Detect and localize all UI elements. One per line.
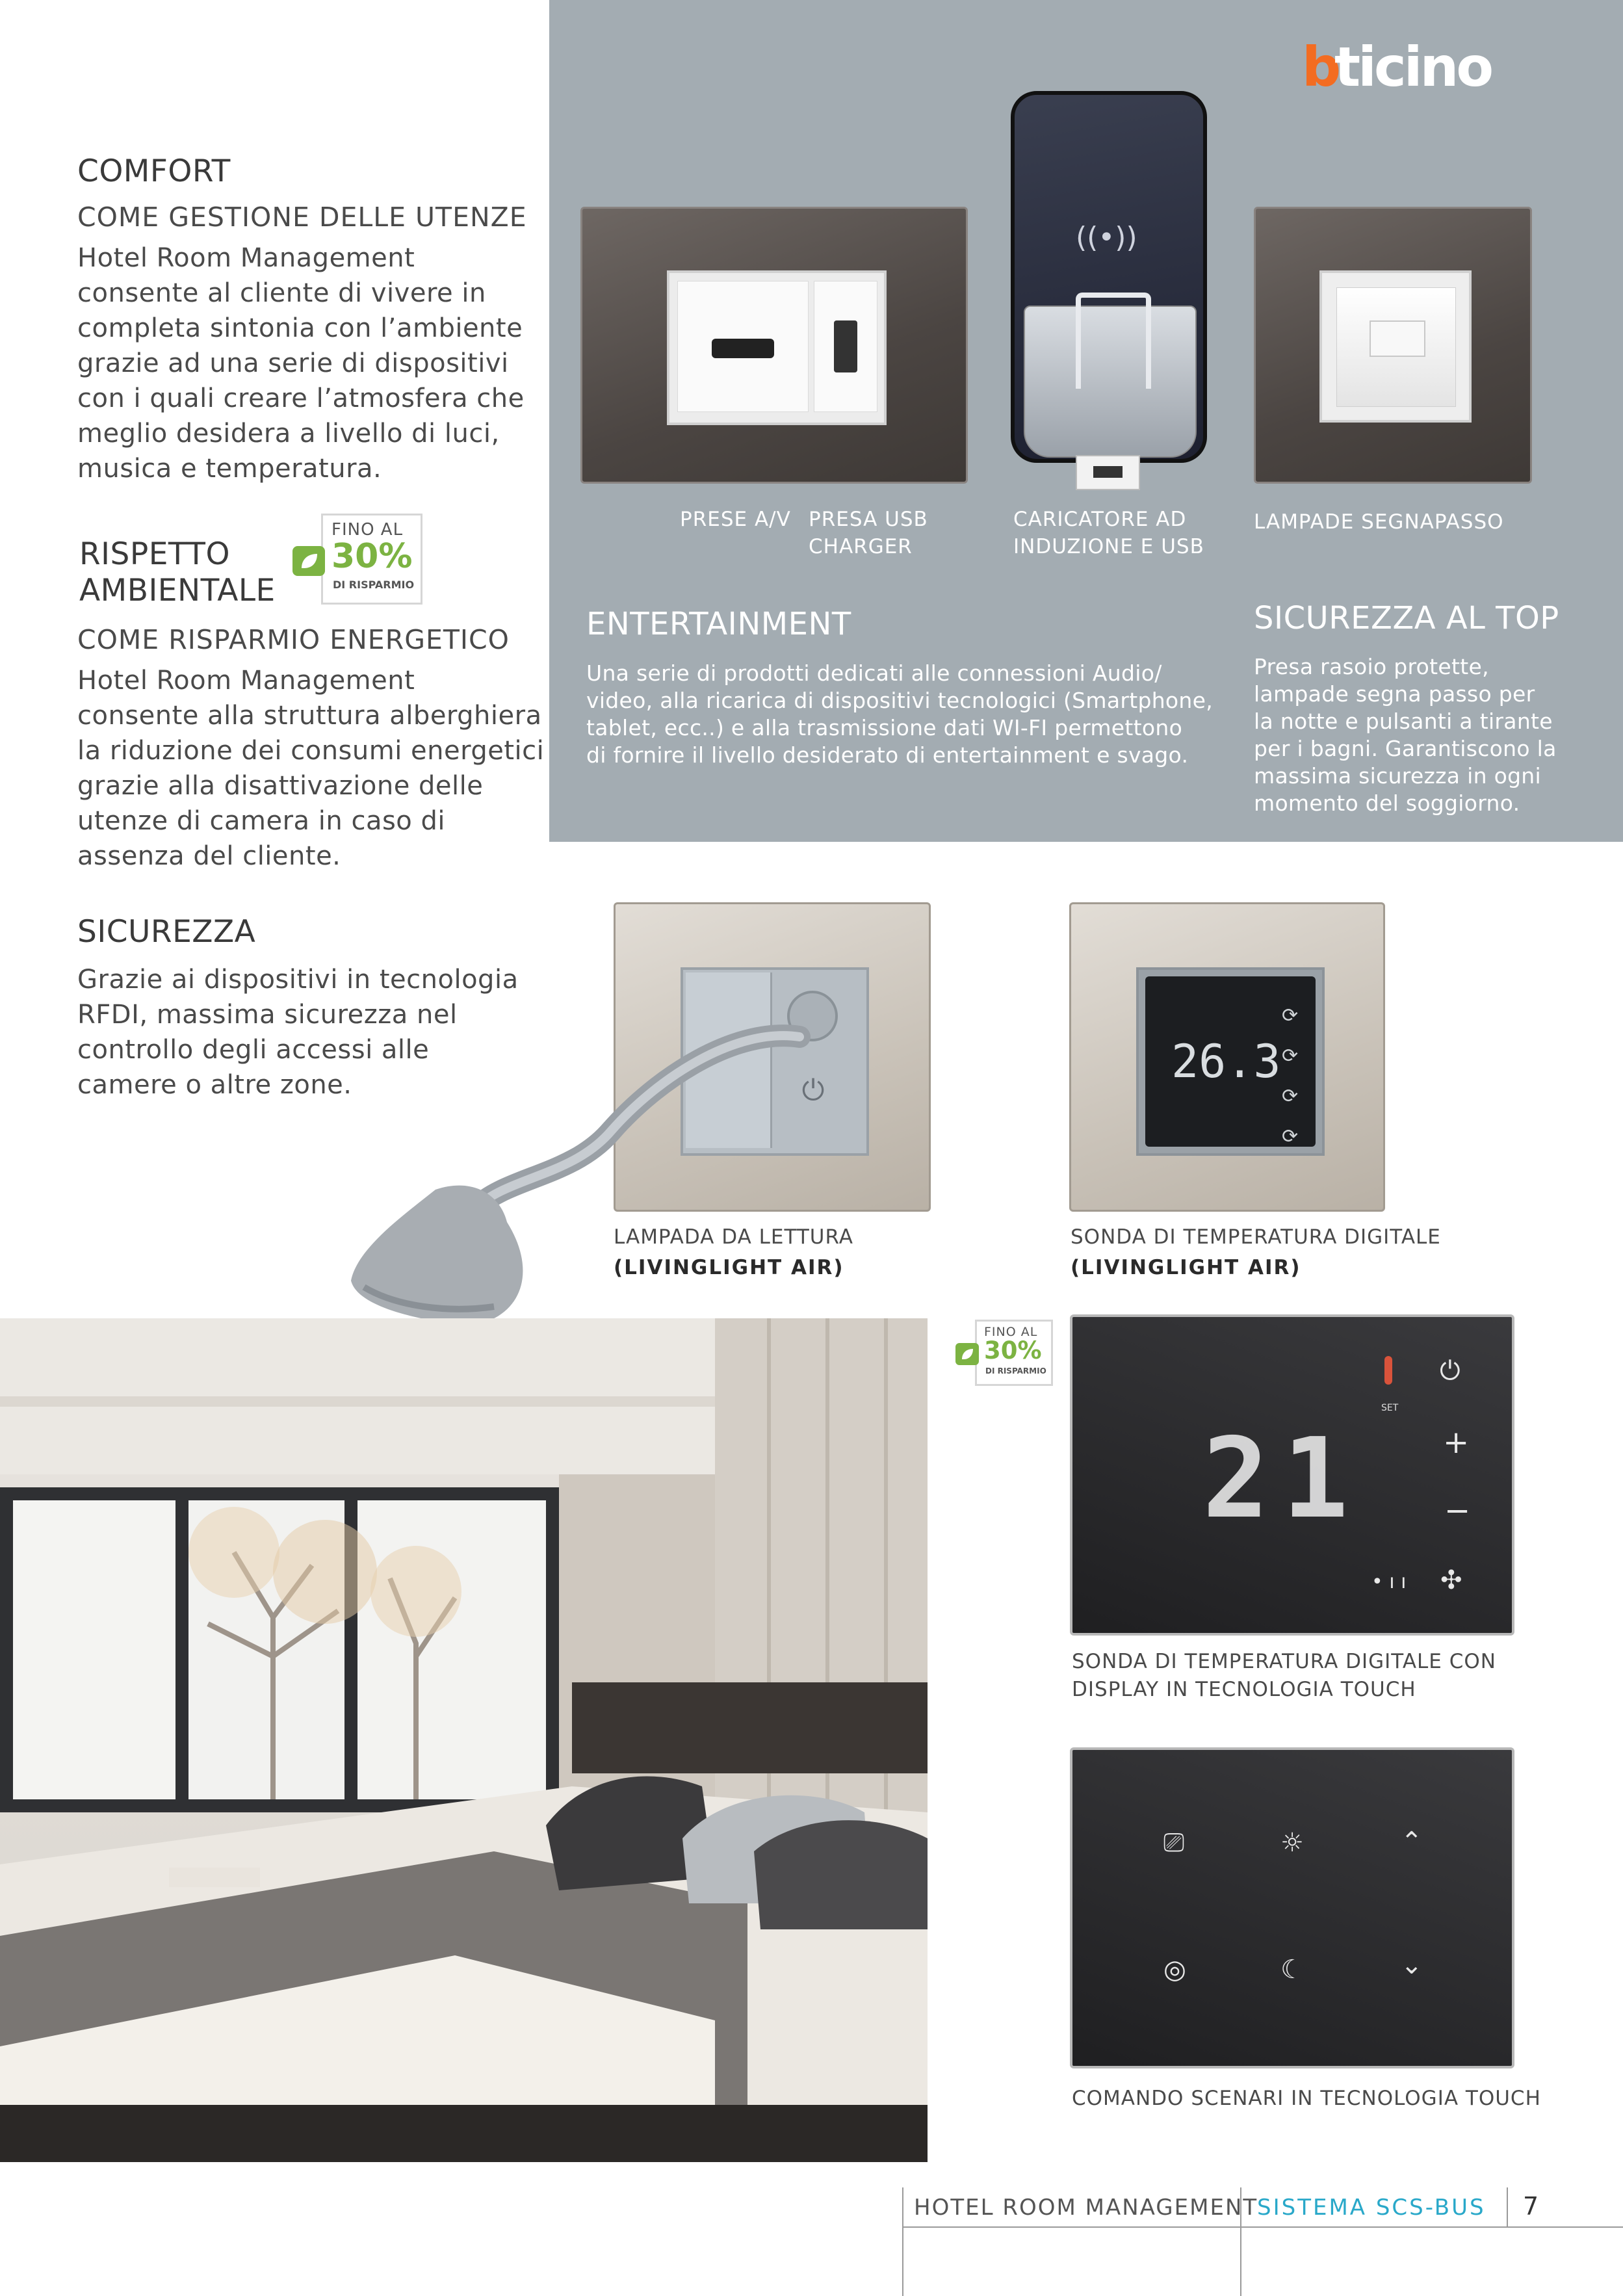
caption-sonda xyxy=(1071,1222,1441,1283)
caption-presa-usb xyxy=(809,506,928,560)
prese-av-usb-plate xyxy=(580,207,968,484)
thermostat-display: 21 xyxy=(1202,1415,1362,1543)
caption-sonda-line1: SONDA DI TEMPERATURA DIGITALE xyxy=(1071,1225,1441,1249)
sicurezza-top-line: massima sicurezza in ogni xyxy=(1254,763,1541,789)
badge-value: 30% xyxy=(331,537,413,576)
lampade-segnapasso-plate xyxy=(1254,207,1532,484)
footer-divider xyxy=(903,2226,1623,2228)
moon-icon[interactable]: ☾ xyxy=(1280,1955,1304,1985)
touch-thermostat-panel xyxy=(1070,1314,1514,1636)
rispetto-line: la riduzione dei consumi energetici xyxy=(77,736,545,766)
comfort-line: consente al cliente di vivere in xyxy=(77,278,486,308)
caption-presa-usb-line1: PRESA USB xyxy=(809,508,928,531)
tv-icon[interactable]: ⎚ xyxy=(1163,1828,1184,1858)
comfort-title: COMFORT xyxy=(77,153,231,189)
target-icon[interactable]: ◎ xyxy=(1163,1955,1186,1985)
entertainment-line: di fornire il livello desiderato di entertainment e svago. xyxy=(586,742,1189,768)
sicurezza-line: Grazie ai dispositivi in tecnologia xyxy=(77,965,519,995)
comfort-line: grazie ad una serie di dispositivi xyxy=(77,348,509,378)
sicurezza-top-text xyxy=(1254,653,1557,817)
comfort-line: completa sintonia con l’ambiente xyxy=(77,313,523,343)
bticino-logo xyxy=(1302,43,1516,95)
entertainment-line: Una serie di prodotti dedicati alle connessioni Audio/ xyxy=(586,660,1162,686)
sicurezza-line: RFDI, massima sicurezza nel xyxy=(77,1000,458,1030)
sicurezza-top-line: per i bagni. Garantiscono la xyxy=(1254,736,1557,761)
sicurezza-line: controllo degli accessi alle xyxy=(77,1035,430,1065)
rispetto-text xyxy=(77,663,544,874)
footer-vline-3 xyxy=(1507,2187,1508,2228)
sicurezza-top-line: lampade segna passo per xyxy=(1254,681,1535,707)
page-number: 7 xyxy=(1523,2192,1539,2221)
rispetto-line: assenza del cliente. xyxy=(77,841,341,871)
reading-lamp-gooseneck xyxy=(344,1001,864,1352)
caption-caricatore-line1: CARICATORE AD xyxy=(1013,508,1187,531)
entertainment-line: tablet, ecc..) e alla trasmissione dati WI-FI permettono xyxy=(586,715,1183,740)
savings-badge xyxy=(292,514,426,605)
comfort-subtitle: COME GESTIONE DELLE UTENZE xyxy=(77,202,527,233)
rispetto-line: grazie alla disattivazione delle xyxy=(77,771,484,801)
comfort-line: con i quali creare l’atmosfera che xyxy=(77,384,525,413)
comfort-line: musica e temperatura. xyxy=(77,454,382,484)
entertainment-title: ENTERTAINMENT xyxy=(586,606,851,642)
set-label: SET xyxy=(1381,1403,1399,1413)
rispetto-title-line1: RISPETTO xyxy=(79,536,230,572)
rispetto-line: consente alla struttura alberghiera xyxy=(77,701,542,731)
hdmi-socket xyxy=(677,281,809,412)
footer-vline-1 xyxy=(902,2187,903,2296)
usb-socket xyxy=(814,281,877,412)
caption-sonda-touch xyxy=(1072,1648,1496,1704)
rispetto-subtitle: COME RISPARMIO ENERGETICO xyxy=(77,624,510,655)
comfort-line: Hotel Room Management xyxy=(77,243,415,273)
chevron-up-icon[interactable]: ⌃ xyxy=(1401,1827,1423,1857)
sicurezza-top-title: SICUREZZA AL TOP xyxy=(1254,600,1559,636)
induction-charger xyxy=(1011,91,1207,455)
entertainment-text xyxy=(586,660,1213,769)
sonda-temperatura-plate xyxy=(1069,902,1385,1212)
savings-badge-small xyxy=(955,1320,1053,1385)
caption-lampada xyxy=(614,1222,853,1283)
plus-icon[interactable]: + xyxy=(1443,1424,1470,1461)
badge-bottom: DI RISPARMIO xyxy=(333,579,415,591)
footer-right-text: SISTEMA SCS-BUS xyxy=(1257,2195,1486,2221)
badge-value: 30% xyxy=(984,1337,1042,1364)
footer-left-text: HOTEL ROOM MANAGEMENT xyxy=(914,2195,1258,2221)
caption-sonda-touch-line1: SONDA DI TEMPERATURA DIGITALE CON xyxy=(1072,1650,1496,1673)
leaf-icon xyxy=(292,546,325,576)
sicurezza-top-line: Presa rasoio protette, xyxy=(1254,654,1489,679)
comfort-text xyxy=(77,241,525,486)
sicurezza-top-line: momento del soggiorno. xyxy=(1254,790,1520,816)
rispetto-title-line2: AMBIENTALE xyxy=(79,573,276,608)
power-icon: ⏻ xyxy=(801,1074,825,1107)
caption-lampada-line1: LAMPADA DA LETTURA xyxy=(614,1225,853,1249)
fan-speed-icon[interactable]: • ı ı xyxy=(1371,1571,1407,1593)
bedroom-photo xyxy=(0,1318,928,2162)
entertainment-line: video, alla ricarica di dispositivi tecnologici (Smartphone, xyxy=(586,688,1214,713)
sonda-buttons-icon: ⟳ ⟳ ⟳ ⟳ xyxy=(1282,1004,1299,1148)
rispetto-title xyxy=(79,536,276,609)
wireless-icon: ((•)) xyxy=(1076,221,1137,254)
usb-port xyxy=(1076,455,1140,490)
touch-scenario-panel xyxy=(1070,1747,1514,2068)
caption-sonda-line2: (LIVINGLIGHT AIR) xyxy=(1071,1256,1301,1279)
leaf-icon xyxy=(955,1343,979,1365)
chevron-down-icon[interactable]: ⌄ xyxy=(1401,1950,1423,1980)
rispetto-line: Hotel Room Management xyxy=(77,666,415,696)
caption-lampada-line2: (LIVINGLIGHT AIR) xyxy=(614,1256,844,1279)
badge-bottom: DI RISPARMIO xyxy=(985,1366,1046,1376)
sicurezza-top-line: la notte e pulsanti a tirante xyxy=(1254,709,1553,734)
badge-top: FINO AL xyxy=(331,520,404,540)
caption-caricatore-line2: INDUZIONE E USB xyxy=(1013,535,1204,558)
minus-icon[interactable]: − xyxy=(1444,1493,1471,1529)
caption-comando: COMANDO SCENARI IN TECNOLOGIA TOUCH xyxy=(1072,2087,1541,2110)
caption-prese-av: PRESE A/V xyxy=(680,508,791,531)
rispetto-line: utenze di camera in caso di xyxy=(77,806,445,836)
caption-caricatore xyxy=(1013,506,1204,560)
logo-text: b xyxy=(1302,43,1338,95)
thermometer-icon xyxy=(1384,1356,1392,1385)
sun-icon[interactable]: ☼ xyxy=(1280,1828,1304,1858)
sonda-display: 26.3 xyxy=(1171,1035,1281,1088)
power-icon[interactable]: ⏻ xyxy=(1440,1356,1461,1386)
badge-top: FINO AL xyxy=(984,1325,1038,1339)
sicurezza-line: camere o altre zone. xyxy=(77,1070,352,1100)
sicurezza-title: SICUREZZA xyxy=(77,914,256,950)
caption-sonda-touch-line2: DISPLAY IN TECNOLOGIA TOUCH xyxy=(1072,1678,1416,1701)
caption-lampade: LAMPADE SEGNAPASSO xyxy=(1254,510,1504,534)
comfort-line: meglio desidera a livello di luci, xyxy=(77,419,500,449)
caption-presa-usb-line2: CHARGER xyxy=(809,535,913,558)
svg-text:ticino: ticino xyxy=(1334,43,1492,95)
fan-icon[interactable]: ✣ xyxy=(1440,1565,1462,1595)
